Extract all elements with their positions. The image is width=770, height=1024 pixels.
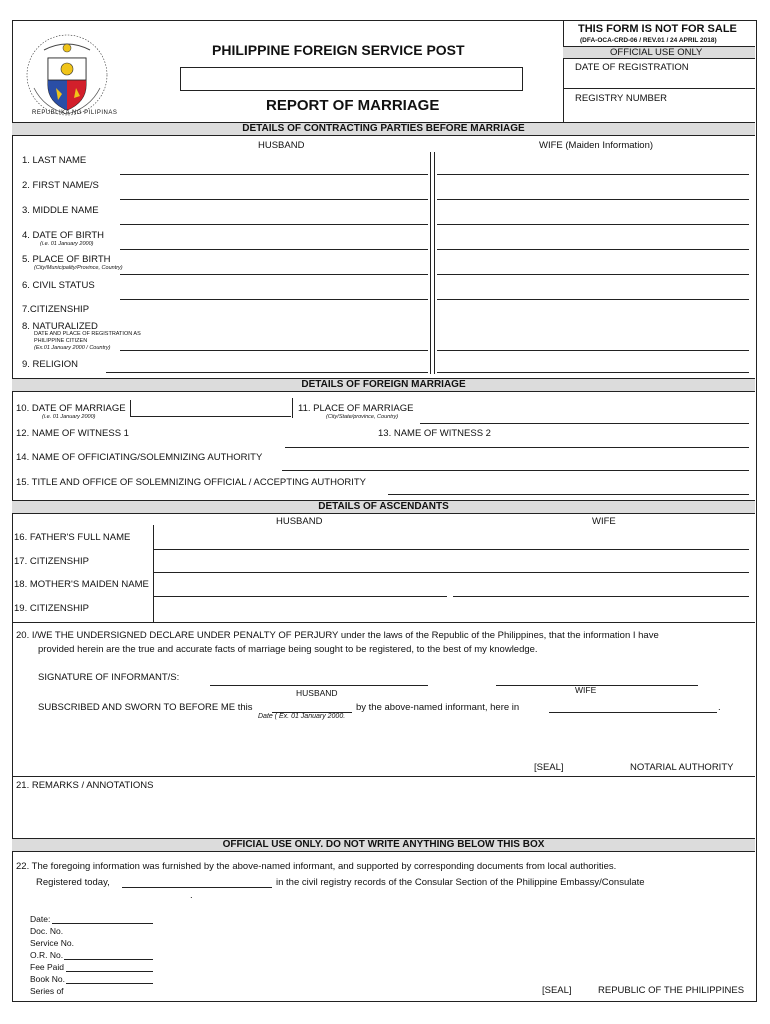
husband-naturalized-line[interactable]	[120, 350, 428, 351]
fee-paid-label: Fee Paid	[30, 962, 65, 972]
naturalized-hint-2: PHILIPPINE CITIZEN	[34, 338, 88, 344]
foreign-divider	[292, 398, 293, 418]
wife-civil-status-line[interactable]	[437, 299, 749, 300]
husband-first-name-line[interactable]	[120, 199, 428, 200]
or-no-label: O.R. No.	[30, 950, 64, 960]
mother-name-label: 18. MOTHER'S MAIDEN NAME	[14, 579, 149, 590]
place-of-marriage-line[interactable]	[420, 423, 749, 424]
fee-paid-line[interactable]	[66, 971, 153, 972]
naturalized-hint-3: (Ex.01 January 2000 / Country)	[34, 345, 111, 351]
first-name-label: 2. FIRST NAME/S	[22, 180, 99, 191]
sworn-end: .	[718, 702, 721, 713]
witness-1-label: 12. NAME OF WITNESS 1	[16, 428, 129, 439]
civil-status-label: 6. CIVIL STATUS	[22, 280, 95, 291]
declaration-seal: [SEAL]	[534, 762, 564, 773]
wife-last-name-line[interactable]	[437, 174, 749, 175]
section-official-use: OFFICIAL USE ONLY. DO NOT WRITE ANYTHING BELOW THIS BOX	[12, 838, 755, 852]
ascendants-husband-header: HUSBAND	[276, 516, 323, 527]
husband-column-header: HUSBAND	[258, 140, 305, 151]
official-line-1: 22. The foregoing information was furnished by the above-named informant, and supported by corresponding documents from local authorities.	[16, 861, 617, 872]
place-of-birth-hint: (City/Municipality/Province, Country)	[34, 265, 123, 271]
date-of-birth-hint: (i.e. 01 January 2000)	[40, 241, 94, 247]
signature-husband-caption: HUSBAND	[296, 688, 338, 698]
father-citizenship-label: 17. CITIZENSHIP	[14, 556, 89, 567]
ascendants-label-divider	[153, 525, 154, 622]
date-of-registration-label: DATE OF REGISTRATION	[575, 62, 689, 73]
header-divider	[563, 20, 564, 122]
republic-label: REPUBLIC OF THE PHILIPPINES	[598, 985, 745, 996]
registered-today-label-2: in the civil registry records of the Consular Section of the Philippine Embassy/Consulate	[276, 877, 645, 888]
doc-no-label: Doc. No.	[30, 926, 64, 936]
remarks-label: 21. REMARKS / ANNOTATIONS	[16, 780, 154, 791]
husband-civil-status-line[interactable]	[120, 299, 428, 300]
wife-dob-line[interactable]	[437, 249, 749, 250]
date-of-marriage-input[interactable]	[130, 400, 291, 417]
or-no-line[interactable]	[64, 959, 153, 960]
form-code: (DFA-OCA-CRD-06 / REV.01 / 24 APRIL 2018)	[580, 37, 717, 44]
husband-religion-line[interactable]	[106, 372, 428, 373]
declaration-line-2: provided herein are the true and accurate facts of marriage being sought to be registered, to the best of my knowledge.	[38, 644, 538, 655]
sworn-label: SUBSCRIBED AND SWORN TO BEFORE ME this	[38, 702, 253, 713]
section-foreign-marriage: DETAILS OF FOREIGN MARRIAGE	[12, 378, 755, 392]
husband-dob-line[interactable]	[120, 249, 428, 250]
witness-2-label: 13. NAME OF WITNESS 2	[378, 428, 491, 439]
series-of-label: Series of	[30, 986, 64, 996]
date-of-marriage-hint: (i.e. 01 January 2000)	[42, 414, 96, 420]
registry-divider	[563, 88, 755, 89]
father-name-label: 16. FATHER'S FULL NAME	[14, 532, 131, 543]
officiating-authority-label: 14. NAME OF OFFICIATING/SOLEMNIZING AUTHORITY	[16, 452, 263, 463]
official-seal: [SEAL]	[542, 985, 572, 996]
wife-mother-name-line[interactable]	[453, 596, 749, 597]
mother-citizenship-label: 19. CITIZENSHIP	[14, 603, 89, 614]
signature-label: SIGNATURE OF INFORMANT/S:	[38, 672, 180, 683]
date-of-marriage-label: 10. DATE OF MARRIAGE	[16, 403, 126, 414]
date-label: Date:	[30, 914, 51, 924]
solemnizing-office-line[interactable]	[388, 494, 749, 495]
date-of-birth-label: 4. DATE OF BIRTH	[22, 230, 104, 241]
religion-label: 9. RELIGION	[22, 359, 78, 370]
wife-religion-line[interactable]	[437, 372, 749, 373]
registered-today-label: Registered today,	[36, 877, 110, 888]
notarial-authority-label: NOTARIAL AUTHORITY	[630, 762, 734, 773]
naturalized-hint-1: DATE AND PLACE OF REGISTRATION AS	[34, 331, 141, 337]
post-title: PHILIPPINE FOREIGN SERVICE POST	[212, 42, 465, 58]
service-no-label: Service No.	[30, 938, 74, 948]
signature-wife-caption: WIFE	[575, 685, 597, 695]
witness-line[interactable]	[285, 447, 749, 448]
post-input[interactable]	[180, 67, 523, 91]
wife-naturalized-line[interactable]	[437, 350, 749, 351]
citizenship-label: 7.CITIZENSHIP	[22, 304, 90, 315]
father-name-line[interactable]	[153, 549, 749, 550]
wife-middle-name-line[interactable]	[437, 224, 749, 225]
declaration-line-1: 20. I/WE THE UNDERSIGNED DECLARE UNDER PENALTY OF PERJURY under the laws of the Republic of the Philippines, that the information I have	[16, 630, 659, 641]
mother-citizenship-line[interactable]	[12, 622, 755, 623]
official-use-label: OFFICIAL USE ONLY	[610, 47, 703, 58]
book-no-label: Book No.	[30, 974, 65, 984]
place-of-marriage-hint: (City/State/province, Country)	[326, 414, 399, 420]
place-of-marriage-label: 11. PLACE OF MARRIAGE	[298, 403, 414, 414]
husband-middle-name-line[interactable]	[120, 224, 428, 225]
column-separator	[430, 152, 435, 374]
husband-mother-name-line[interactable]	[153, 596, 447, 597]
registered-today-line[interactable]	[122, 887, 272, 888]
sworn-place-line[interactable]	[549, 712, 717, 713]
seal-caption: REPUBLIKA NG PILIPINAS	[32, 110, 118, 116]
wife-signature-line[interactable]	[496, 685, 698, 686]
report-title: REPORT OF MARRIAGE	[266, 97, 440, 114]
not-for-sale-label: THIS FORM IS NOT FOR SALE	[578, 23, 737, 35]
naturalized-label: 8. NATURALIZED	[22, 321, 98, 332]
sworn-label-2: by the above-named informant, here in	[356, 702, 520, 713]
section-contracting-parties: DETAILS OF CONTRACTING PARTIES BEFORE MARRIAGE	[12, 122, 755, 136]
book-no-line[interactable]	[66, 983, 153, 984]
solemnizing-office-label: 15. TITLE AND OFFICE OF SOLEMNIZING OFFICIAL / ACCEPTING AUTHORITY	[16, 477, 366, 488]
declaration-bottom-rule	[12, 776, 755, 777]
wife-column-header: WIFE (Maiden Information)	[539, 140, 654, 151]
wife-pob-line[interactable]	[437, 274, 749, 275]
husband-pob-line[interactable]	[120, 274, 428, 275]
husband-signature-line[interactable]	[210, 685, 428, 686]
last-name-label: 1. LAST NAME	[22, 155, 87, 166]
husband-last-name-line[interactable]	[120, 174, 428, 175]
date-line[interactable]	[52, 923, 153, 924]
registry-number-label: REGISTRY NUMBER	[575, 93, 668, 104]
middle-name-label: 3. MIDDLE NAME	[22, 205, 99, 216]
section-ascendants: DETAILS OF ASCENDANTS	[12, 500, 755, 514]
philippine-seal-icon	[24, 30, 110, 120]
father-citizenship-line[interactable]	[153, 572, 749, 573]
ascendants-wife-header: WIFE	[592, 516, 616, 527]
wife-first-name-line[interactable]	[437, 199, 749, 200]
sworn-date-hint: Date ( Ex. 01 January 2000.	[258, 713, 346, 720]
officiating-authority-line[interactable]	[282, 470, 749, 471]
place-of-birth-label: 5. PLACE OF BIRTH	[22, 254, 111, 265]
registered-dot: .	[190, 890, 193, 901]
